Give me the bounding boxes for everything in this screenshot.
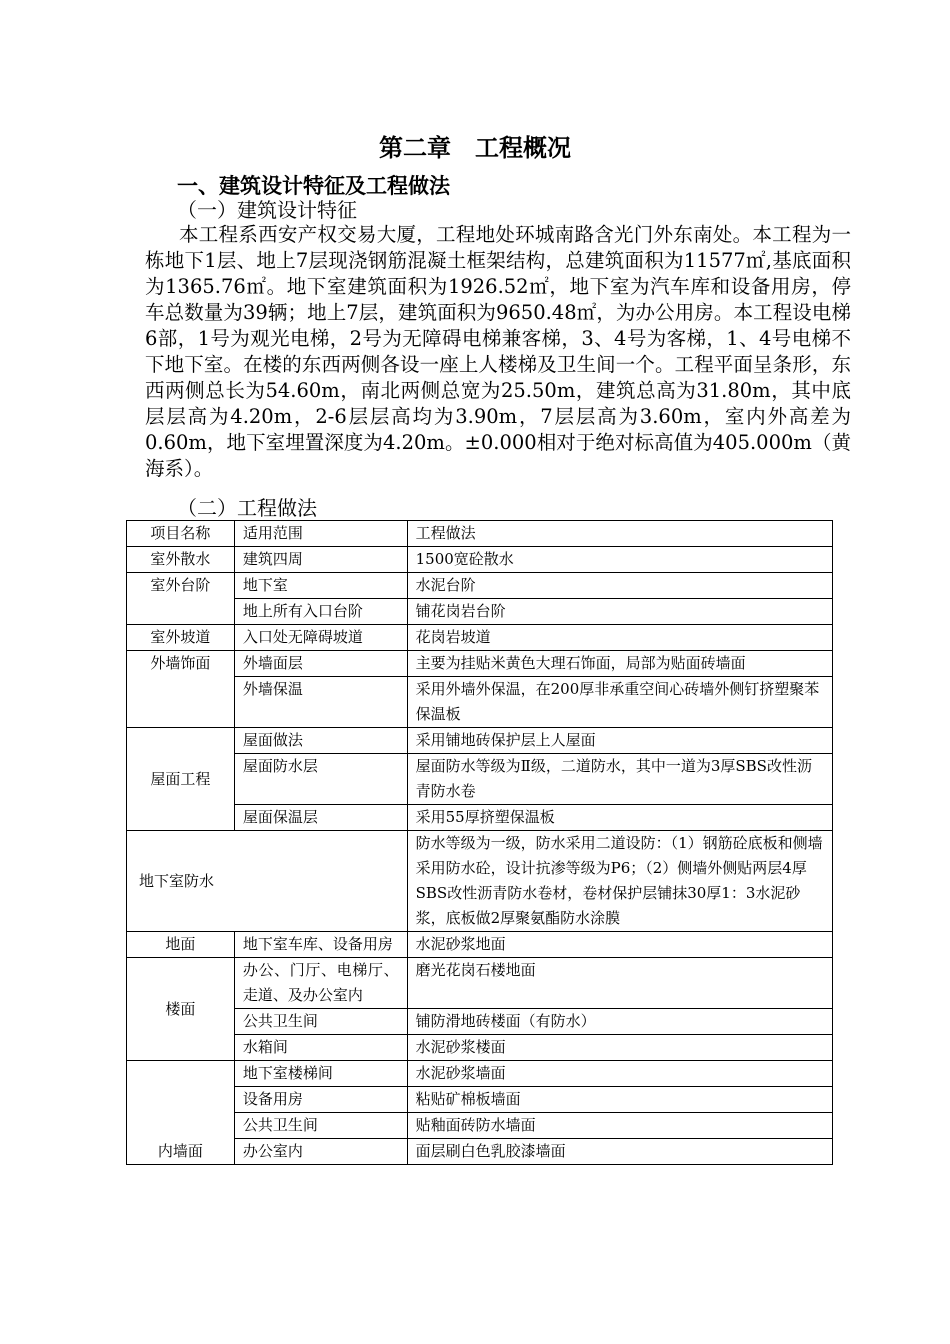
table-cell-method: 面层刷白色乳胶漆墙面	[407, 1139, 832, 1165]
table-cell-scope: 设备用房	[234, 1087, 407, 1113]
table-cell-item: 室外散水	[127, 547, 235, 573]
table-cell-scope: 地上所有入口台阶	[234, 599, 407, 625]
table-cell-method: 防水等级为一级，防水采用二道设防：（1）钢筋砼底板和侧墙采用防水砼，设计抗渗等级为P6；（2）侧墙外侧贴两层4厚SBS改性沥青防水卷材，卷材保护层铺抹30厚1：3水泥砂浆，底板做2厚聚氨酯防水涂膜	[407, 831, 832, 932]
table-row	[127, 1061, 833, 1087]
table-cell-scope: 入口处无障碍坡道	[234, 625, 407, 651]
table-cell-method: 采用55厚挤塑保温板	[407, 805, 832, 831]
table-cell-method: 屋面防水等级为Ⅱ级，二道防水，其中一道为3厚SBS改性沥青防水卷	[407, 754, 832, 805]
table-cell-scope: 屋面保温层	[234, 805, 407, 831]
table-cell-item: 室外坡道	[127, 625, 235, 651]
project-description-text: 本工程系西安产权交易大厦，工程地处环城南路含光门外东南处。本工程为一栋地下1层、地上7层现浇钢筋混凝土框架结构，总建筑面积为11577㎡,基底面积为1365.76㎡。地下室建筑面积为1926.52㎡，地下室为汽车库和设备用房，停车总数量为39辆；地上7层，建筑面积为9650.48㎡，为办公用房。本工程设电梯6部，1号为观光电梯，2号为无障碍电梯兼客梯，3、4号为客梯，1、4号电梯不下地下室。在楼的东西两侧各设一座上人楼梯及卫生间一个。工程平面呈条形，东西两侧总长为54.60m，南北两侧总宽为25.50m，建筑总高为31.80m，其中底层层高为4.20m，2-6层层高均为3.90m，7层层高为3.60m，室内外高差为0.60m，地下室埋置深度为4.20m。±0.000相对于绝对标高值为405.000m（黄海系）。	[145, 223, 851, 480]
table-cell-item: 外墙饰面	[127, 651, 235, 728]
table-cell-scope: 办公室内	[234, 1139, 407, 1165]
project-description	[145, 222, 851, 482]
section-heading: 一、建筑设计特征及工程做法	[177, 174, 450, 198]
table-row	[127, 932, 833, 958]
table-cell-scope: 外墙面层	[234, 651, 407, 677]
table-cell-method: 水泥砂浆地面	[407, 932, 832, 958]
table-row	[127, 728, 833, 754]
table-cell-scope: 公共卫生间	[234, 1009, 407, 1035]
table-cell-method: 粘贴矿棉板墙面	[407, 1087, 832, 1113]
table-cell-item: 地下室防水	[127, 831, 408, 932]
table-cell-item: 室外台阶	[127, 573, 235, 625]
construction-methods-table	[126, 520, 833, 1165]
table-cell-scope: 屋面做法	[234, 728, 407, 754]
table-cell-scope: 公共卫生间	[234, 1113, 407, 1139]
table-header-cell: 工程做法	[407, 521, 832, 547]
table-cell-scope: 地下室楼梯间	[234, 1061, 407, 1087]
table-cell-method: 采用外墙外保温，在200厚非承重空间心砖墙外侧钉挤塑聚苯保温板	[407, 677, 832, 728]
table-header-cell: 项目名称	[127, 521, 235, 547]
table-cell-method: 主要为挂贴米黄色大理石饰面，局部为贴面砖墙面	[407, 651, 832, 677]
table-cell-scope: 外墙保温	[234, 677, 407, 728]
chapter-title: 第二章 工程概况	[379, 134, 571, 162]
table-row	[127, 547, 833, 573]
table-cell-method: 铺花岗岩台阶	[407, 599, 832, 625]
table-header-row	[127, 521, 833, 547]
table-cell-method: 1500宽砼散水	[407, 547, 832, 573]
table-cell-scope: 建筑四周	[234, 547, 407, 573]
table-cell-scope: 地下室	[234, 573, 407, 599]
table-cell-scope: 屋面防水层	[234, 754, 407, 805]
table-cell-item: 内墙面	[127, 1061, 235, 1165]
table-cell-method: 水泥台阶	[407, 573, 832, 599]
table-row	[127, 573, 833, 599]
table-cell-method: 花岗岩坡道	[407, 625, 832, 651]
table-row	[127, 958, 833, 1009]
table-cell-item: 楼面	[127, 958, 235, 1061]
subsection-heading-design-features: （一）建筑设计特征	[177, 198, 357, 222]
table-cell-method: 采用铺地砖保护层上人屋面	[407, 728, 832, 754]
table-cell-item: 地面	[127, 932, 235, 958]
table-header-cell: 适用范围	[234, 521, 407, 547]
table-cell-method: 磨光花岗石楼地面	[407, 958, 832, 1009]
table-cell-scope: 办公、门厅、电梯厅、走道、及办公室内	[234, 958, 407, 1009]
table-row	[127, 651, 833, 677]
table-cell-method: 铺防滑地砖楼面（有防水）	[407, 1009, 832, 1035]
subsection-heading-construction-methods: （二）工程做法	[177, 496, 317, 520]
table-cell-scope: 水箱间	[234, 1035, 407, 1061]
table-cell-method: 贴釉面砖防水墙面	[407, 1113, 832, 1139]
table-row	[127, 625, 833, 651]
table-cell-method: 水泥砂浆楼面	[407, 1035, 832, 1061]
table-cell-item: 屋面工程	[127, 728, 235, 831]
table-row	[127, 831, 833, 932]
table-cell-method: 水泥砂浆墙面	[407, 1061, 832, 1087]
table-cell-scope: 地下室车库、设备用房	[234, 932, 407, 958]
